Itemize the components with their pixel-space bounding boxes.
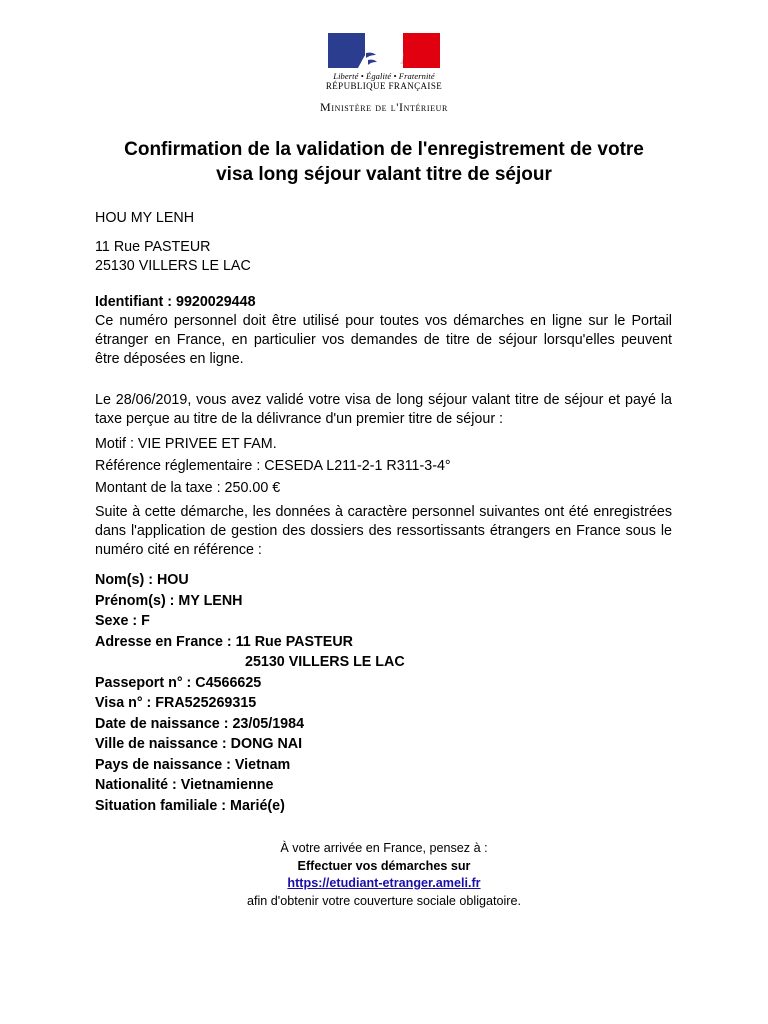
field-adresse-line-2: 25130 VILLERS LE LAC — [245, 654, 405, 670]
title-line-2: visa long séjour valant titre de séjour — [216, 164, 552, 185]
marianne-logo-icon — [328, 33, 440, 68]
donnees-paragraph: Suite à cette démarche, les données à caractère personnel suivantes ont été enregistrées dans l'application de gestion des dossiers des ressortissants étrangers en France sous le numéro cité en référence : — [95, 504, 672, 558]
identifiant-label: Identifiant : 9920029448 — [95, 294, 256, 310]
field-pays-naissance: Pays de naissance : Vietnam — [95, 756, 291, 773]
title-line-1: Confirmation de la validation de l'enregistrement de votre — [124, 139, 644, 160]
reference-line: Référence réglementaire : CESEDA L211-2-1 R311-3-4° — [95, 458, 451, 474]
republic-motto: Liberté • Égalité • Fraternité — [333, 71, 435, 81]
recipient-name: HOU MY LENH — [95, 210, 195, 226]
republique-francaise-label: RÉPUBLIQUE FRANÇAISE — [325, 81, 443, 91]
motif-line: Motif : VIE PRIVEE ET FAM. — [95, 436, 277, 452]
field-prenom: Prénom(s) : MY LENH — [95, 592, 243, 609]
field-date-naissance: Date de naissance : 23/05/1984 — [95, 715, 305, 732]
field-passeport: Passeport n° : C4566625 — [95, 674, 262, 691]
field-sexe: Sexe : F — [95, 613, 150, 629]
recipient-address-line-2: 25130 VILLERS LE LAC — [95, 258, 251, 274]
field-ville-naissance: Ville de naissance : DONG NAI — [95, 736, 303, 752]
personal-data-fields — [95, 570, 672, 816]
footer-line-3: afin d'obtenir votre couverture sociale obligatoire. — [246, 893, 522, 908]
identifiant-note: Ce numéro personnel doit être utilisé pour toutes vos démarches en ligne sur le Portail étranger en France, en particulier vos demandes de titre de séjour lorsqu'elles peuvent être déposées en ligne. — [95, 313, 672, 367]
ameli-link[interactable]: https://etudiant-etranger.ameli.fr — [287, 876, 481, 890]
footer-line-2: Effectuer vos démarches sur — [297, 858, 471, 873]
field-adresse-line-1: Adresse en France : 11 Rue PASTEUR — [95, 633, 353, 650]
footer-notice — [0, 840, 768, 910]
recipient-address-line-1: 11 Rue PASTEUR — [95, 239, 211, 255]
validation-paragraph: Le 28/06/2019, vous avez validé votre visa de long séjour valant titre de séjour et payé la taxe perçue au titre de la délivrance d'un premier titre de séjour : — [95, 392, 672, 427]
field-nom: Nom(s) : HOU — [95, 572, 189, 588]
field-nationalite: Nationalité : Vietnamienne — [95, 777, 274, 793]
field-visa: Visa n° : FRA525269315 — [95, 695, 257, 711]
republique-logo-block — [0, 33, 768, 114]
document-title — [60, 137, 708, 187]
field-situation-familiale: Situation familiale : Marié(e) — [95, 797, 285, 814]
footer-line-1: À votre arrivée en France, pensez à : — [280, 841, 488, 855]
montant-line: Montant de la taxe : 250.00 € — [95, 480, 281, 496]
ministere-label: Ministère de l'Intérieur — [320, 100, 448, 114]
document-body — [95, 209, 672, 816]
